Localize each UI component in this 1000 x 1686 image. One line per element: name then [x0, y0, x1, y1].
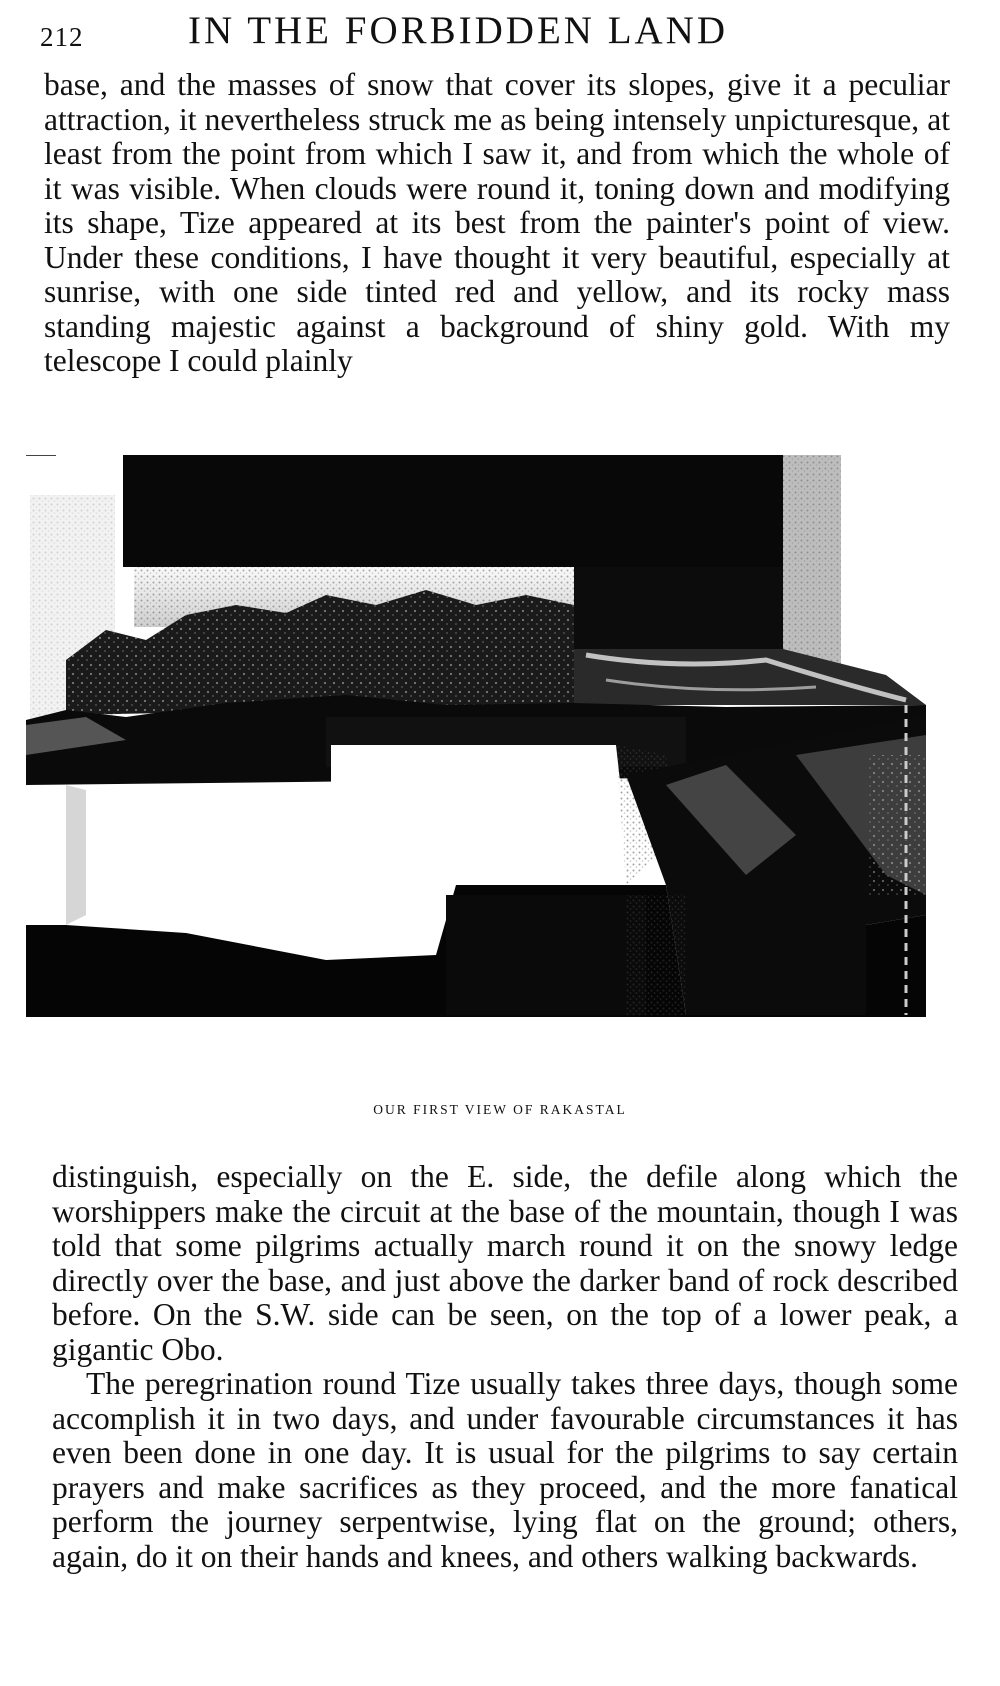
paragraph-2: The peregrination round Tize usually takes three days, though some accomplish it in two days, and under favourable circumstances it has even been done in one day. It is usual for the pilgrims to say certain prayers and make sacrifices as they proceed, and the more fanatical perform the journey serpentwise, lying flat on the ground; others, again, do it on their hands and knees, and others walking backwards.: [52, 1366, 958, 1574]
paragraph-1: distinguish, especially on the E. side, the defile along which the worshippers make the circuit at the base of the mountain, though I was told that some pilgrims actually march round it on the snowy ledge directly over the base, and just above the darker band of rock described before. On the S.W. side can be seen, on the top of a lower peak, a gigantic Obo.: [52, 1159, 958, 1367]
paragraph-continued: base, and the masses of snow that cover its slopes, give it a peculiar attraction, it nevertheless struck me as being intensely unpicturesque, at least from the point from which I saw it, and from which the whole of it was visible. When clouds were round it, toning down and modifying its shape, Tize appeared at its best from the painter's point of view. Under these conditions, I have thought it very beautiful, especially at sunrise, with one side tinted red and yellow, and its rocky mass standing majestic against a background of shiny gold. With my telescope I could plainly: [44, 67, 950, 378]
body-text-bottom: [52, 1160, 958, 1574]
mountain-lake-photograph: [26, 455, 966, 1077]
figure-caption: OUR FIRST VIEW OF RAKASTAL: [373, 1102, 627, 1117]
page-header: [40, 8, 940, 58]
running-title: IN THE FORBIDDEN LAND: [188, 9, 729, 52]
body-text-top: [44, 68, 950, 379]
photo-figure: [26, 455, 966, 1077]
page-number: 212: [40, 22, 84, 52]
